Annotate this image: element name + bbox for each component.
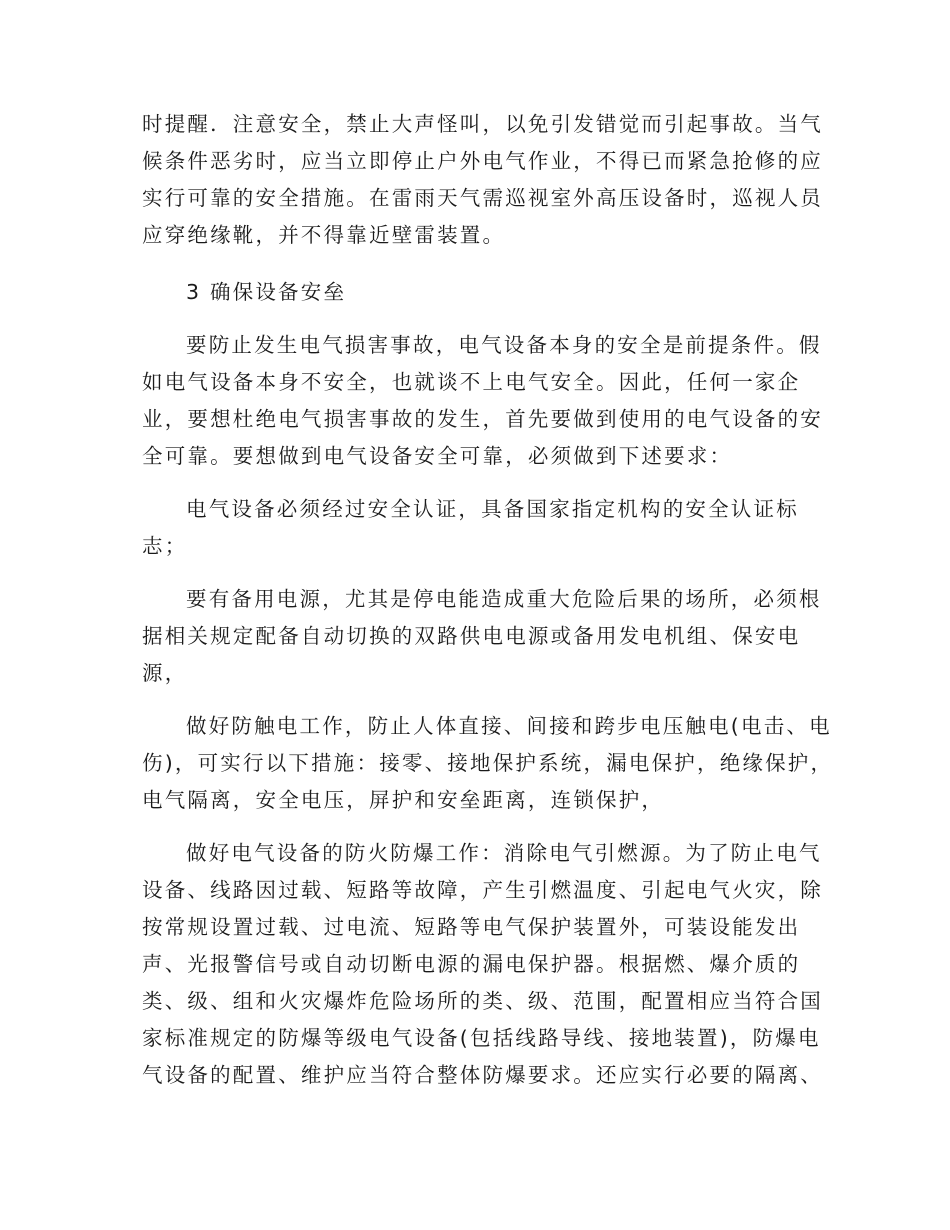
text-line: 业，要想杜绝电气损害事故的发生，首先要做到使用的电气设备的安 (142, 407, 823, 431)
text-line: 类、级、组和火灾爆炸危险场所的类、级、范围，配置相应当符合国 (142, 989, 823, 1013)
text-line: 应穿绝缘靴，并不得靠近壁雷装置。 (142, 223, 506, 247)
text-line: 做好电气设备的防火防爆工作：消除电气引燃源。为了防止电气 (186, 841, 822, 865)
text-line: 气设备的配置、维护应当符合整体防爆要求。还应实行必要的隔离、 (142, 1063, 823, 1087)
text-line: 源， (142, 661, 188, 685)
text-line: 伤)，可实行以下措施：接零、接地保护系统，漏电保护，绝缘保护， (142, 751, 834, 775)
section-heading: 3 确保设备安垒 (186, 280, 347, 304)
text-line: 声、光报警信号或自动切断电源的漏电保护器。根据燃、爆介质的 (142, 952, 801, 976)
text-line: 要有备用电源，尤其是停电能造成重大危险后果的场所，必须根 (186, 587, 822, 611)
text-line: 全可靠。要想做到电气设备安全可靠，必须做到下述要求： (142, 444, 733, 468)
text-line: 家标准规定的防爆等级电气设备(包括线路导线、接地装置)，防爆电 (142, 1026, 821, 1050)
text-line: 做好防触电工作，防止人体直接、间接和跨步电压触电(电击、电 (186, 714, 832, 738)
text-line: 候条件恶劣时，应当立即停止户外电气作业，不得已而紧急抢修的应 (142, 149, 823, 173)
text-line: 设备、线路因过载、短路等故障，产生引燃温度、引起电气火灾，除 (142, 878, 823, 902)
text-line: 志； (142, 534, 188, 558)
text-line: 按常规设置过载、过电流、短路等电气保护装置外，可装设能发出 (142, 915, 801, 939)
text-line: 要防止发生电气损害事故，电气设备本身的安全是前提条件。假 (186, 333, 822, 357)
text-line: 电气隔离，安全电压，屏护和安垒距离，连锁保护， (142, 788, 665, 812)
text-line: 时提醒．注意安全，禁止大声怪叫，以免引发错觉而引起事故。当气 (142, 112, 823, 136)
text-line: 电气设备必须经过安全认证，具备国家指定机构的安全认证标 (186, 497, 799, 521)
text-line: 如电气设备本身不安全，也就谈不上电气安全。因此，任何一家企 (142, 370, 801, 394)
text-line: 据相关规定配备自动切换的双路供电电源或备用发电机组、保安电 (142, 624, 801, 648)
text-line: 实行可靠的安全措施。在雷雨天气需巡视室外高压设备时，巡视人员 (142, 186, 823, 210)
